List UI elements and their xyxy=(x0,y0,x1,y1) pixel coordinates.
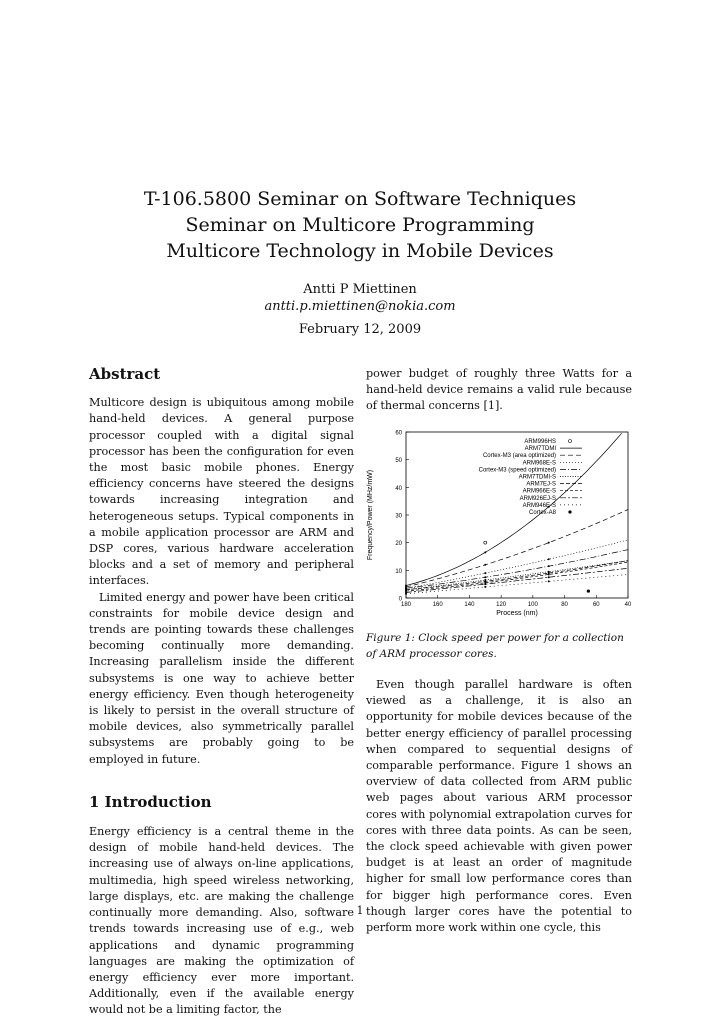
author-email: antti.p.miettinen@nokia.com xyxy=(264,299,456,314)
data-point xyxy=(484,586,486,588)
figure-1-chart xyxy=(358,428,638,624)
x-tick-label: 100 xyxy=(527,602,538,608)
x-tick-label: 180 xyxy=(400,602,412,608)
data-point xyxy=(484,541,487,544)
x-tick-label: 120 xyxy=(496,602,507,608)
x-tick-label: 140 xyxy=(464,602,475,608)
y-axis-label: Frequency/Power (MHz/mW) xyxy=(367,469,374,561)
x-tick-label: 40 xyxy=(624,602,632,608)
paper-title xyxy=(0,186,720,264)
y-tick-label: 10 xyxy=(395,568,402,575)
right-column-top xyxy=(366,366,632,415)
legend-label: ARM7TDMI-S xyxy=(518,474,556,481)
right-paragraph-1: Even though parallel hardware is often viewed as a challenge, it is also an opportunity for mobile devices because of the better energy efficiency of parallel processing when compared to sequential designs of comparable performance. Figure 1 shows an overview of data collected from ARM public web pages about various ARM processor cores with polynomial extrapolation curves for cores with three data points. As can be seen, the clock speed achievable with given power budget is at least an order of magnitude higher for small low performance cores than for bigger high performance cores. Even though larger cores have the potential to perform more work within one cycle, this xyxy=(366,678,632,935)
y-tick-label: 30 xyxy=(395,513,402,520)
data-point xyxy=(548,580,550,582)
author-name: Antti P Miettinen xyxy=(303,282,417,297)
legend-label: Cortex-M3 (speed optimized) xyxy=(478,467,556,474)
abstract-heading: Abstract xyxy=(89,365,161,383)
title-line-1: T-106.5800 Seminar on Software Techniques xyxy=(143,188,577,210)
data-point xyxy=(405,593,407,595)
data-point xyxy=(484,564,486,566)
data-point xyxy=(548,565,550,567)
abstract-paragraph-1: Multicore design is ubiquitous among mobile hand-held devices. A general purpose processor coupled with a digital signal processor has been the configuration for even the most basic mobile phones. Energy efficiency concerns have steered the designs towards increasing integration and heterogeneous setups. Typical components in a mobile application processor are ARM and DSP cores, various hardware acceleration blocks and a set of memory and peripheral interfaces. xyxy=(89,396,354,588)
data-point xyxy=(484,576,486,578)
y-tick-label: 50 xyxy=(395,458,402,465)
data-point xyxy=(548,573,550,575)
legend-label: ARM996HS xyxy=(524,439,556,445)
data-point xyxy=(484,572,486,574)
legend-label: ARM966E-S xyxy=(522,488,556,495)
left-column xyxy=(89,366,354,1019)
title-line-2: Seminar on Multicore Programming xyxy=(185,214,535,236)
data-point xyxy=(484,551,486,553)
legend-label: ARM7EJ-S xyxy=(526,481,556,488)
data-point xyxy=(587,589,590,592)
x-tick-label: 60 xyxy=(592,602,600,608)
y-tick-label: 60 xyxy=(395,430,402,437)
right-column-bottom xyxy=(366,677,632,936)
y-tick-label: 40 xyxy=(395,485,402,492)
legend-label: ARM7TDMI xyxy=(524,446,556,453)
legend-label: ARM946E-S xyxy=(522,502,556,509)
x-tick-label: 160 xyxy=(432,602,443,608)
x-tick-label: 80 xyxy=(561,602,568,608)
data-point xyxy=(484,583,486,585)
y-tick-label: 0 xyxy=(398,596,402,603)
intro-paragraph-1: Energy efficiency is a central theme in the design of mobile hand-held devices. The increasing use of always on-line applications, multimedia, high speed wireless networking, large displays, etc. are making the challenge continually more demanding. Also, software trends towards increasing use of e.g., web applications and dynamic programming languages are making the optimization of energy efficiency ever more important. Additionally, even if the available energy would not be a limiting factor, the xyxy=(89,825,354,1017)
paper-date: February 12, 2009 xyxy=(298,322,422,337)
legend-label: ARM968E-S xyxy=(522,460,556,467)
legend-label: Cortex-M3 (area optimized) xyxy=(482,453,556,460)
legend-label: Cortex-A8 xyxy=(528,510,556,516)
legend-marker xyxy=(568,510,571,513)
legend-label: ARM926EJ-S xyxy=(519,495,556,502)
data-point xyxy=(548,576,550,578)
x-axis-label: Process (nm) xyxy=(496,610,538,617)
figure-1-caption: Figure 1: Clock speed per power for a collection of ARM processor cores. xyxy=(366,632,624,660)
legend-marker xyxy=(569,440,572,443)
title-line-3: Multicore Technology in Mobile Devices xyxy=(166,240,554,262)
author-block xyxy=(0,281,720,315)
introduction-heading: 1 Introduction xyxy=(89,792,212,811)
right-paragraph-0: power budget of roughly three Watts for a hand-held device remains a valid rule because of thermal concerns [1]. xyxy=(366,367,632,413)
abstract-paragraph-2: Limited energy and power have been critical constraints for mobile device design and trends are pointing towards these challenges becoming continually more demanding. Increasing parallelism inside the different subsystems is one way to achieve better energy efficiency. Even though heterogeneity is likely to persist in the overall structure of mobile devices, also symmetrically parallel subsystems are probably going to be employed in future. xyxy=(89,590,354,766)
y-tick-label: 20 xyxy=(395,541,402,548)
page-number: 1 xyxy=(356,904,364,917)
data-point xyxy=(548,558,550,560)
data-point xyxy=(548,542,550,544)
